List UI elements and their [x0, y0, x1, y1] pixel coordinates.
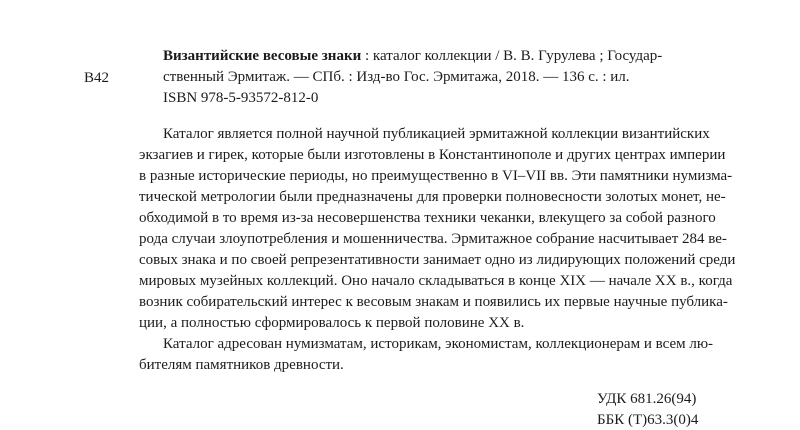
abstract-line: экзагиев и гирек, которые были изготовлены в Константинополе и других центрах империи: [139, 147, 726, 163]
abstract-line: совых знака и по своей репрезентативности занимает одно из лидирующих положений среди: [139, 252, 736, 268]
audience-line: Каталог адресован нумизматам, историкам, экономистам, коллекционерам и всем лю-: [163, 336, 714, 352]
abstract-line: мировых музейных коллекций. Оно начало складываться в конце XIX — начале XX в., когда: [139, 273, 733, 289]
book-title: Византийские весовые знаки: [163, 48, 362, 64]
abstract-line: тической метрологии были предназначены для проверки полновесности золотых монет, не-: [139, 189, 726, 205]
header-line-1-rest: : каталог коллекции / В. В. Гурулева ; Государ-: [361, 48, 663, 64]
header-line-2: ственный Эрмитаж. — СПб. : Изд-во Гос. Эрмитажа, 2018. — 136 с. : ил.: [163, 69, 630, 85]
abstract-line: Каталог является полной научной публикацией эрмитажной коллекции византийских: [163, 126, 710, 142]
abstract-line: ции, а полностью сформировалось к первой половине XX в.: [139, 315, 525, 331]
abstract-line: в разные исторические периоды, но преимущественно в VI–VII вв. Эти памятники нумизма-: [139, 168, 733, 184]
isbn: ISBN 978-5-93572-812-0: [163, 90, 319, 106]
abstract-line: возник собирательский интерес к весовым знакам и появились их первые научные публика-: [139, 294, 728, 310]
catalog-code: В42: [84, 70, 110, 86]
header-line-1: [163, 47, 662, 66]
audience-line: бителям памятников древности.: [139, 357, 344, 373]
abstract-line: обходимой в то время из-за несовершенства техники чеканки, влекущего за собой разного: [139, 210, 716, 226]
abstract-line: рода случаи злоупотребления и мошенничества. Эрмитажное собрание насчитывает 284 ве-: [139, 231, 727, 247]
bbk-code: ББК (Т)63.3(0)4: [597, 412, 699, 428]
udk-code: УДК 681.26(94): [597, 391, 697, 407]
